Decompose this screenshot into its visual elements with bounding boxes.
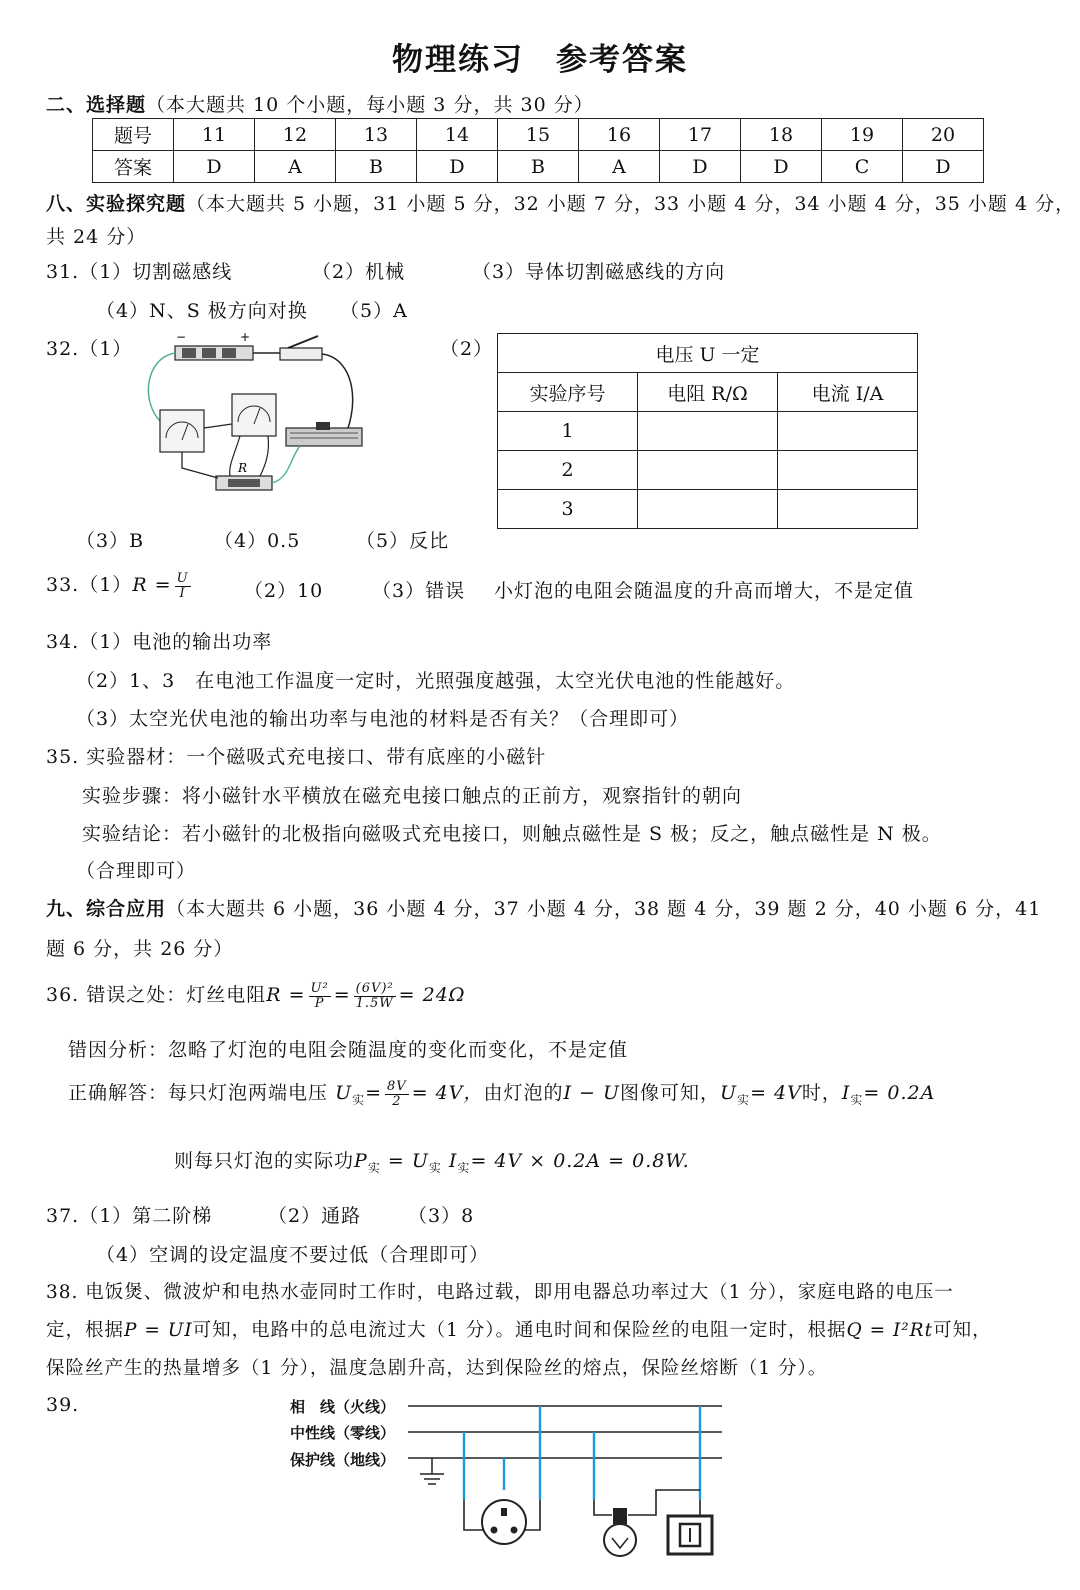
q33-explanation: 小灯泡的电阻会随温度的升高而增大，不是定值 (494, 580, 915, 602)
q31-answer-4: （4）N、S 极方向对换 (96, 300, 308, 322)
answer-cell: D (903, 151, 984, 183)
var-u: U (411, 1150, 429, 1172)
section-8-note-cont: 共 24 分） (46, 226, 147, 248)
q33-answer-2: （2）10 (244, 580, 324, 602)
subscript-actual: 实 (737, 1092, 751, 1107)
resistor-label: R (238, 461, 248, 475)
q38-line-3: 保险丝产生的热量增多（1 分），温度急剧升高，达到保险丝的熔点，保险丝熔断（1 分）。 (46, 1358, 828, 1379)
answer-cell: A (579, 151, 660, 183)
empty-cell (638, 490, 778, 529)
title-part1: 物理练习 (392, 42, 524, 78)
voltmeter-icon (232, 394, 276, 436)
q32-answer-4: （4）0.5 (214, 530, 301, 552)
row-label-answer: 答案 (93, 151, 174, 183)
section-8-heading (46, 189, 1075, 216)
question-number: 13 (336, 119, 417, 151)
row-number: 2 (498, 451, 638, 490)
text: 图像可知， (620, 1082, 721, 1104)
section-8-note: （本大题共 5 小题，31 小题 5 分，32 小题 7 分，33 小题 4 分，34 小题 4 分，35 小题 4 分， (186, 193, 1076, 215)
section-8-title: 八、实验探究题 (46, 193, 187, 215)
q36-fraction-3 (385, 1080, 409, 1109)
empty-cell (778, 451, 918, 490)
section-9-heading (46, 894, 1041, 921)
socket-icon (482, 1500, 526, 1544)
battery-icon (175, 330, 253, 360)
q34-answer-1: 34.（1）电池的输出功率 (46, 631, 273, 653)
q36-power-result: = 4V × 0.2A = 0.8W. (470, 1150, 690, 1172)
circuit-diagram (140, 328, 380, 500)
fraction-denominator: I (179, 585, 186, 601)
q31-answer-1: 31.（1）切割磁感线 (46, 261, 233, 283)
q33-line (46, 570, 194, 601)
empty-cell (638, 451, 778, 490)
q36-power-label: 则每只灯泡的实际功 (174, 1150, 355, 1172)
q32-answer-5: （5）反比 (356, 530, 450, 552)
q36-error-line: 36. 错误之处：灯丝电阻R = $\frac{\text{U²}}{P}$ = $\frac{\text{(6V)²}}{1.5W}$ = 24Ω (46, 980, 466, 1011)
q35-conclusion: 实验结论：若小磁针的北极指向磁吸式充电接口，则触点磁性是 S 极；反之，触点磁性是 N 极。 (82, 823, 942, 845)
subscript-actual: 实 (850, 1092, 864, 1107)
table-row (498, 412, 918, 451)
section-2-heading (46, 90, 594, 117)
question-number: 20 (903, 119, 984, 151)
q36-error-label: 36. 错误之处：灯丝电阻 (46, 984, 267, 1006)
answer-cell: D (417, 151, 498, 183)
text: 定，根据 (46, 1320, 125, 1341)
section-9-title: 九、综合应用 (46, 898, 167, 920)
answer-cell: D (741, 151, 822, 183)
page-title (0, 34, 1080, 79)
table-header-row (498, 373, 918, 412)
q36-solution-label: 正确解答：每只灯泡两端电压 (68, 1082, 329, 1104)
table-title: 电压 U 一定 (498, 334, 918, 373)
question-number: 14 (417, 119, 498, 151)
empty-cell (778, 412, 918, 451)
q37-answer-2: （2）通路 (268, 1205, 362, 1227)
answer-cell: C (822, 151, 903, 183)
q37-answer-1: 37.（1）第二阶梯 (46, 1205, 213, 1227)
answer-cell: D (660, 151, 741, 183)
q36-current-value: = 0.2A (863, 1082, 936, 1104)
fraction-numerator: U (176, 570, 189, 586)
rheostat-icon (286, 422, 362, 446)
formula-p-ui: P = UI (124, 1320, 193, 1341)
q32-answer-3: （3）B (76, 530, 145, 552)
column-header: 实验序号 (498, 373, 638, 412)
q31-answer-2: （2）机械 (312, 261, 406, 283)
answer-cell: D (174, 151, 255, 183)
fraction-numerator: U² (310, 980, 329, 996)
question-number: 12 (255, 119, 336, 151)
column-header: 电流 I/A (778, 373, 918, 412)
fraction-denominator: P (314, 995, 325, 1011)
subscript-actual: 实 (457, 1160, 471, 1175)
answer-table-number-row (93, 119, 984, 151)
q36-power-line: 则每只灯泡的实际功$P_实 = U_实$ $I_实= 4V \times 0.2A = 0.8W$. (174, 1150, 690, 1175)
var-u: U (720, 1082, 738, 1104)
q37-answer-3: （3）8 (408, 1205, 475, 1227)
answer-cell: A (255, 151, 336, 183)
q37-answer-4: （4）空调的设定温度不要过低（合理即可） (96, 1244, 490, 1266)
section-2-title: 二、选择题 (46, 94, 147, 116)
subscript-actual: 实 (352, 1092, 366, 1107)
question-number: 19 (822, 119, 903, 151)
q32-part2-label: （2） (440, 338, 494, 360)
iu-graph: I − U (563, 1082, 621, 1104)
var-i: I (841, 1082, 851, 1104)
fraction-denominator: 1.5W (355, 995, 394, 1011)
q34-answer-2: （2）1、3 在电池工作温度一定时，光照强度越强，太空光伏电池的性能越好。 (76, 670, 796, 692)
q35-materials: 35. 实验器材：一个磁吸式充电接口、带有底座的小磁针 (46, 746, 547, 768)
answer-cell: B (336, 151, 417, 183)
text: 可知，电路中的总电流过大（1 分）。通电时间和保险丝的电阻一定时，根据 (192, 1320, 847, 1341)
q31-answer-3: （3）导体切割磁感线的方向 (472, 261, 726, 283)
title-part2: 参考答案 (556, 42, 688, 78)
section-2-note: （本大题共 10 个小题，每小题 3 分，共 30 分） (146, 94, 594, 116)
experiment-data-table (497, 333, 918, 529)
q36-solution-line: 正确解答：每只灯泡两端电压 $U_实=$ $\frac{8V}{2}$ = 4V，由灯泡的I − U图像可知，$U_实= 4V$时，$I_实= 0.2A$ (68, 1078, 936, 1109)
text: 时， (801, 1082, 842, 1104)
q36-result: = 24Ω (398, 984, 466, 1006)
subscript-actual: 实 (428, 1160, 442, 1175)
resistor-icon (216, 461, 272, 490)
text: 由灯泡的 (483, 1082, 564, 1104)
answer-table-answer-row (93, 151, 984, 183)
fraction-numerator: (6V)² (354, 982, 396, 997)
q36-fraction-2 (354, 982, 396, 1011)
answer-cell: B (498, 151, 579, 183)
svg-text:+: + (240, 330, 251, 344)
q33-answer-1-label: 33.（1） (46, 574, 133, 596)
empty-cell (778, 490, 918, 529)
neutral-wire-label: 中性线（零线） (290, 1424, 396, 1442)
q33-fraction (175, 572, 191, 601)
var-u: U (335, 1082, 353, 1104)
svg-text:−: − (176, 330, 187, 344)
q33-formula-lhs: R = (132, 574, 172, 596)
row-label-number: 题号 (93, 119, 174, 151)
row-number: 1 (498, 412, 638, 451)
question-number: 15 (498, 119, 579, 151)
section-9-note: （本大题共 6 小题，36 小题 4 分，37 小题 4 分，38 题 4 分，39 题 2 分，40 小题 6 分，41 (166, 898, 1042, 920)
section-9-note-cont: 题 6 分，共 26 分） (46, 938, 234, 960)
table-title-row (498, 334, 918, 373)
row-number: 3 (498, 490, 638, 529)
ground-icon (420, 1458, 444, 1484)
q39-number: 39. (46, 1394, 80, 1416)
ground-wire-label: 保护线（地线） (290, 1451, 396, 1469)
fraction-denominator: 2 (392, 1093, 402, 1109)
question-number: 11 (174, 119, 255, 151)
multiple-choice-answer-table (92, 118, 984, 183)
q36-fraction-1 (309, 982, 331, 1011)
column-header: 电阻 R/Ω (638, 373, 778, 412)
formula-joule: Q = I²Rt (846, 1320, 934, 1341)
q38-line-2 (46, 1316, 992, 1342)
question-number: 18 (741, 119, 822, 151)
q34-answer-3: （3）太空光伏电池的输出功率与电池的材料是否有关？（合理即可） (76, 708, 690, 730)
q35-note: （合理即可） (76, 860, 197, 882)
q32-number: 32.（1） (46, 338, 133, 360)
table-row (498, 451, 918, 490)
switch-icon (280, 336, 322, 360)
subscript-actual: 实 (367, 1160, 381, 1175)
q38-line-1: 38. 电饭煲、微波炉和电热水壶同时工作时，电路过载，即用电器总功率过大（1 分），家庭电路的电压一 (46, 1282, 954, 1303)
live-wire-label: 相 线（火线） (290, 1398, 396, 1416)
var-p: P (354, 1150, 368, 1172)
q31-answer-5: （5）A (340, 300, 408, 322)
fraction-numerator: 8V (387, 1078, 407, 1094)
text: 可知， (933, 1320, 992, 1341)
table-row (498, 490, 918, 529)
q36-voltage-value: = 4V， (411, 1082, 484, 1104)
q36-error-analysis: 错因分析：忽略了灯泡的电阻会随温度的变化而变化，不是定值 (68, 1039, 629, 1061)
q33-answer-3: （3）错误 (372, 580, 466, 602)
question-number: 16 (579, 119, 660, 151)
ammeter-icon (160, 410, 204, 452)
q36-formula-lhs: R = (266, 984, 306, 1006)
empty-cell (638, 412, 778, 451)
var-i: I (448, 1150, 458, 1172)
wall-switch-icon (668, 1516, 712, 1554)
question-number: 17 (660, 119, 741, 151)
household-wiring-diagram (400, 1390, 730, 1580)
q36-voltage-value-2: = 4V (750, 1082, 802, 1104)
q35-steps: 实验步骤：将小磁针水平横放在磁充电接口触点的正前方，观察指针的朝向 (82, 785, 743, 807)
